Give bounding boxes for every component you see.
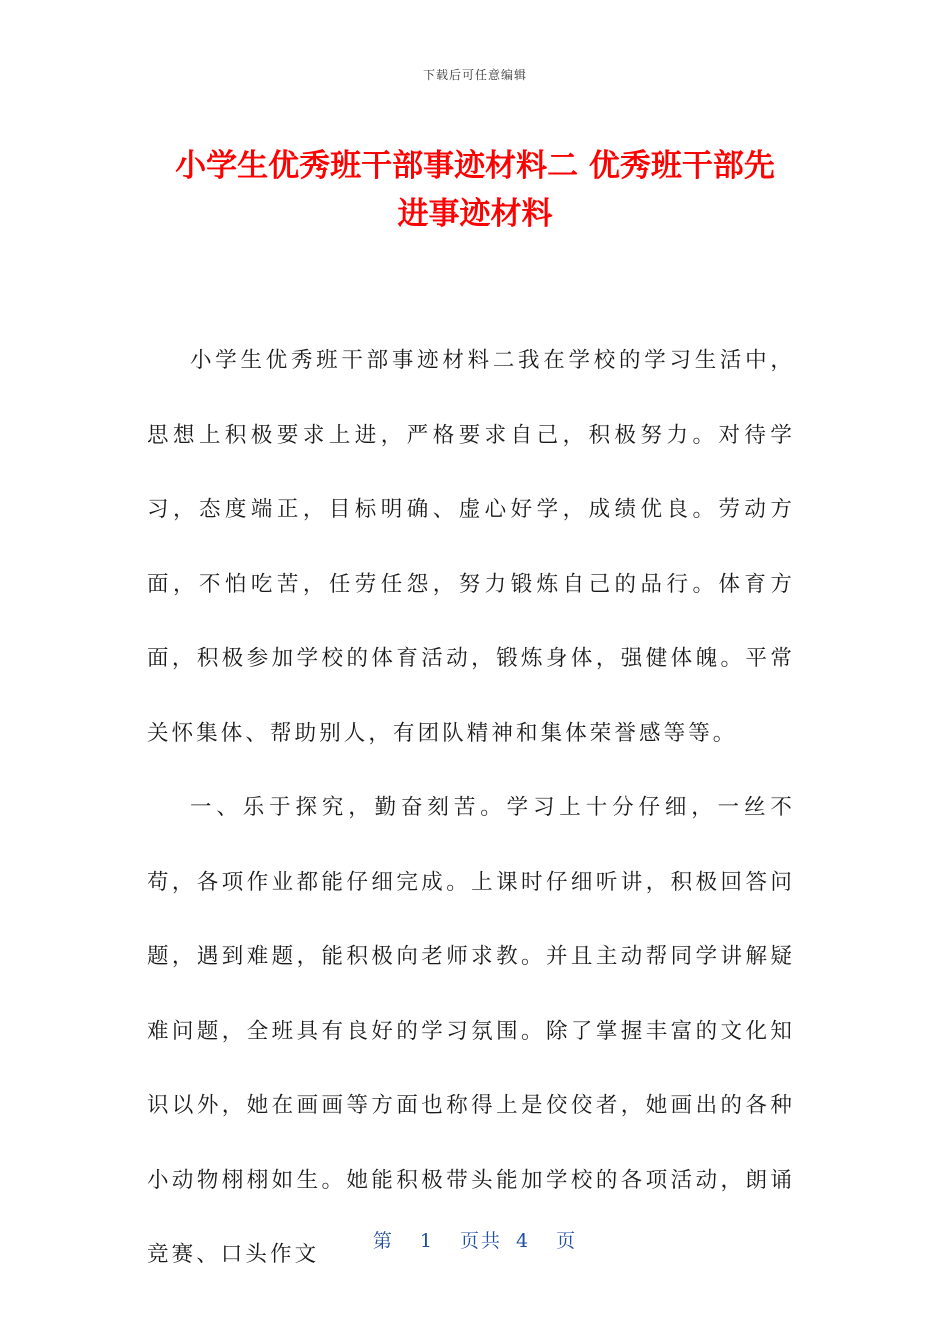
header-note: 下载后可任意编辑	[422, 68, 527, 82]
footer-suffix: 页	[556, 1230, 578, 1252]
title-line-1: 小学生优秀班干部事迹材料二 优秀班干部先	[175, 148, 775, 184]
paragraph-1: 小学生优秀班干部事迹材料二我在学校的学习生活中，思想上积极要求上进，严格要求自己，积极努力。对待学习，态度端正，目标明确、虚心好学，成绩优良。劳动方面，不怕吃苦，任劳任怨，努力锻炼自己的品行。体育方面，积极参加学校的体育活动，锻炼身体，强健体魄。平常关怀集体、帮助别人，有团队精神和集体荣誉感等等。	[147, 348, 795, 746]
document-title	[140, 142, 810, 238]
footer-mid: 页共	[459, 1230, 502, 1252]
title-line-2: 进事迹材料	[397, 196, 553, 232]
footer-current-page: 1	[419, 1230, 434, 1252]
document-body	[147, 324, 795, 1293]
paragraph-2: 一、乐于探究，勤奋刻苦。学习上十分仔细，一丝不苟，各项作业都能仔细完成。上课时仔细听讲，积极回答问题，遇到难题，能积极向老师求教。并且主动帮同学讲解疑难问题，全班具有良好的学习氛围。除了掌握丰富的文化知识以外，她在画画等方面也称得上是佼佼者，她画出的各种小动物栩栩如生。她能积极带头能加学校的各项活动，朗诵竞赛、口头作文	[147, 795, 795, 1267]
page-footer	[0, 1226, 950, 1253]
footer-prefix: 第	[372, 1230, 394, 1252]
footer-total-pages: 4	[516, 1230, 531, 1252]
